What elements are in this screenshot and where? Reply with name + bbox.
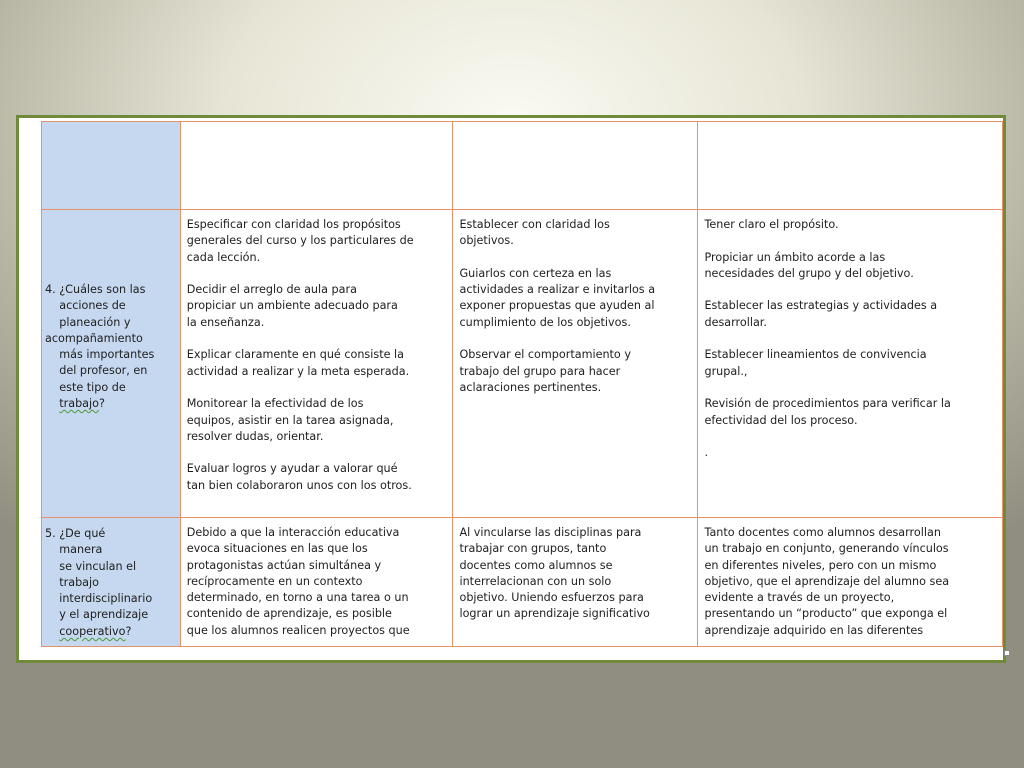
- answer-cell: [180, 210, 453, 518]
- question-cell: [42, 518, 181, 647]
- answer-text: Establecer con claridad los objetivos. Guiarlos con certeza en las actividades a realizar e invitarlos a exponer propuestas que ayuden al cumplimiento de los objetivos. Observar el comportamiento y trabajo del grupo para hacer aclaraciones pertinentes.: [459, 218, 656, 394]
- question-text: [45, 518, 177, 640]
- slide-frame: [16, 115, 1006, 663]
- comparison-table: [41, 121, 1003, 647]
- question-text: [45, 210, 177, 412]
- question-text-part: ?: [125, 624, 132, 638]
- question-text-part: 5. ¿De qué manera se vinculan el trabajo interdisciplinario y el aprendizaje: [45, 527, 153, 622]
- answer-cell: [180, 518, 453, 647]
- question-text-part: 4. ¿Cuáles son las acciones de planeación y acompañamiento más importantes del profesor, en este tipo de: [45, 283, 155, 394]
- answer-text: Tanto docentes como alumnos desarrollan un trabajo en conjunto, generando vínculos en diferentes niveles, pero con un mismo objetivo, que el aprendizaje del alumno sea evidente a través de un proyecto, presentando un “producto” que exponga el aprendizaje adquirido en las diferentes: [704, 526, 950, 637]
- table-row: [42, 210, 1003, 518]
- answer-text: Especificar con claridad los propósitos generales del curso y los particulares de cada lección. Decidir el arreglo de aula para propiciar un ambiente adecuado para la enseñanza. Explicar claramente en qué consiste la actividad a realizar y la meta esperada. Monitorear la efectividad de los equipos, asistir en la tarea asignada, resolver dudas, orientar. Evaluar logros y ayudar a valorar qué tan bien colaboraron unos con los otros.: [186, 218, 414, 492]
- table-row: [42, 518, 1003, 647]
- table-row: [42, 122, 1003, 210]
- question-cell: [42, 210, 181, 518]
- answer-cell: [180, 122, 453, 210]
- answer-text: Tener claro el propósito. Propiciar un ámbito acorde a las necesidades del grupo y del objetivo. Establecer las estrategias y actividades a desarrollar. Establecer lineamientos de convivencia grupal., Revisión de procedimientos para verificar la efectividad del los proceso. .: [704, 218, 951, 460]
- question-cell: [42, 122, 181, 210]
- answer-cell: [453, 518, 698, 647]
- answer-text: Al vincularse las disciplinas para trabajar con grupos, tanto docentes como alumnos se interrelacionan con un solo objetivo. Uniendo esfuerzos para lograr un aprendizaje significativo: [459, 526, 650, 621]
- table-end-marker: [1004, 650, 1010, 656]
- spellcheck-word: trabajo: [59, 397, 99, 411]
- answer-text: Debido a que la interacción educativa evoca situaciones en las que los protagonistas actúan simultánea y recíprocamente en un contexto determinado, en torno a una tarea o un contenido de aprendizaje, es posible que los alumnos realicen proyectos que: [186, 526, 410, 637]
- answer-cell: [698, 518, 1003, 647]
- question-text-part: ?: [99, 397, 105, 411]
- answer-cell: [698, 210, 1003, 518]
- answer-cell: [698, 122, 1003, 210]
- spellcheck-word: cooperativo: [59, 624, 126, 638]
- answer-cell: [453, 122, 698, 210]
- answer-cell: [453, 210, 698, 518]
